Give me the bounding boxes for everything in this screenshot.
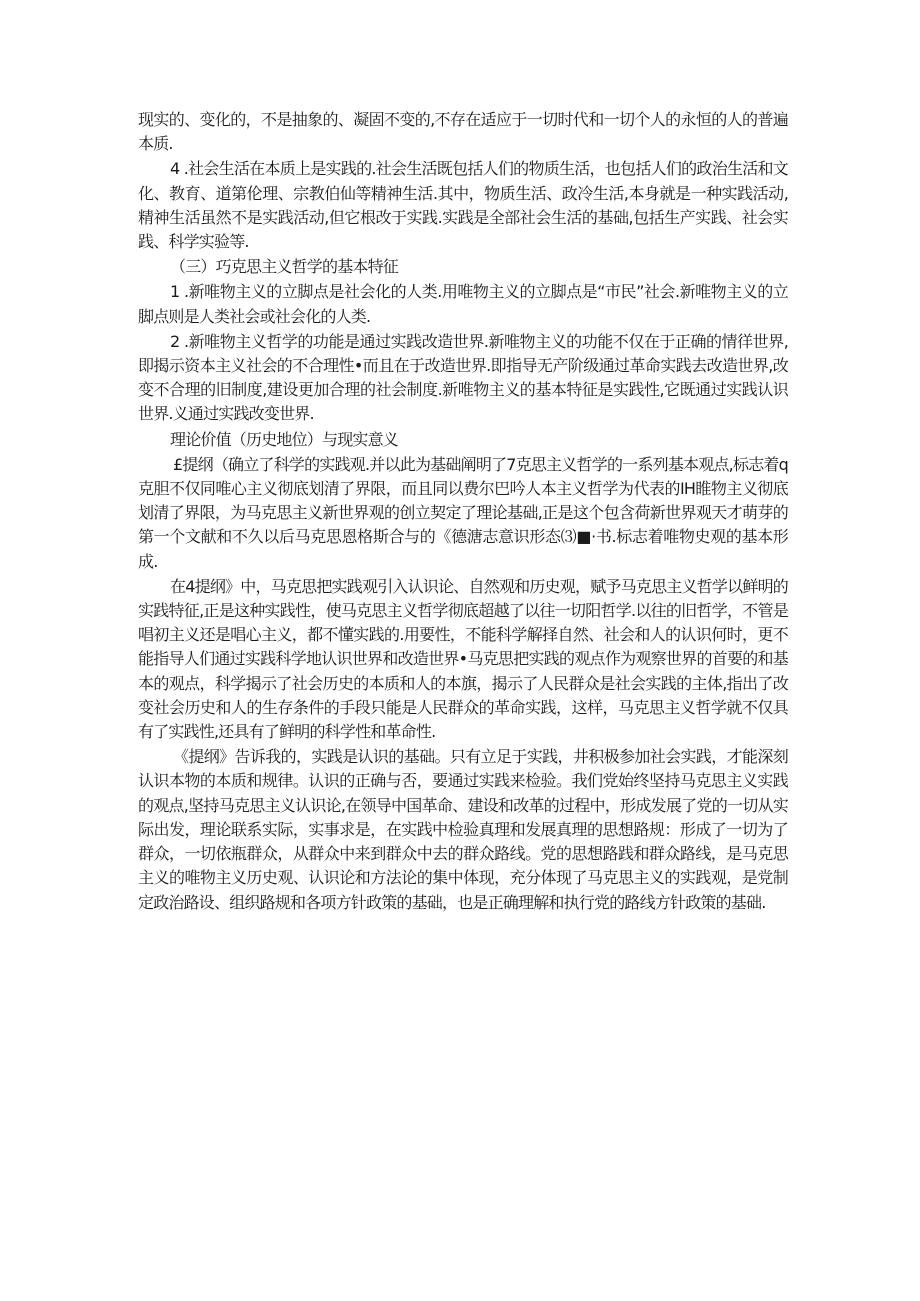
paragraph-item-2: 2 .新唯物主义哲学的功能是通过实践改造世界.新唯物主义的功能不仅在于正确的情徉世界,即揭示资本主义社会的不合理性•而且在于改造世界.即指导无产阶级通过革命实践去改造世界,改变不合理的旧制度,建设更加合理的社会制度.新唯物主义的基本特征是实践性,它既通过实践认识世界.义通过实践改变世界. <box>138 331 788 424</box>
section-heading-features: （三）巧克思主义哲学的基本特征 <box>170 257 399 277</box>
paragraph-continuation: 现实的、变化的，不是抽象的、凝固不变的,不存在适应于一切时代和一切个人的永恒的人的普遍本质. <box>138 110 788 154</box>
paragraph-outline-establishment: £提纲（确立了科学的实践观.并以此为基础阐明了7克思主义哲学的一系列基本观点,标志着q克胆不仅同唯心主义彻底划清了界限，而且同以费尔巴吟人本主义哲学为代表的IH睢物主义彻底划清了界限，为马克思主义新世界观的创立契定了理论基础,正是这个包含荷新世界观天才萌芽的第一个文献和不久以后马克思恩格斯合与的《德溏志意识形态⑶■·书.标志着唯物史观的基本形成. <box>138 454 788 571</box>
paragraph-outline-significance: 《提纲》告诉我的，实践是认识的基础。只有立足于实践，井积极参加社会实践，才能深刻认识本物的本质和规律。认识的正确与否，要通过实践来检验。我们党始终坚持马克思主义实践的观点,坚持马克思主义认识论,在领导中国革命、建设和改革的过程中，形成发展了党的一切从实际出发，理论联系实际，实事求是，在实践中检验真理和发展真理的思想路规：形成了一切为了群众，一切依瓶群众，从群众中来到群众中去的群众路线。党的思想路践和群众路线，是马克思主义的唯物主义历史观、认识论和方法论的集中体现，充分体现了马克思主义的实践观，是党制定政治路设、组织路规和各项方针政策的基础，也是正确理解和执行党的路线方针政策的基础. <box>138 747 788 912</box>
section-heading-value: 理论价值（历史地位）与现实意义 <box>170 429 399 449</box>
document-page <box>138 108 788 915</box>
paragraph-outline-practice: 在4提纲》中，马克思把实践观引入认识论、自然观和历史观，赋予马克思主义哲学以鲜明的实践特征,正是这种实践性，使马克思主义哲学彻底超越了以往一切阳哲学.以往的旧哲学，不管是唱初主义还是唱心主义，都不懂实践的.用要性，不能科学解择自然、社会和人的认识何时，更不能指导人们通过实践科学地认识世界和改造世界•马克思把实践的观点作为观察世界的首要的和基本的观点，科学揭示了社会历史的本质和人的本旗，揭示了人民群众是社会实践的主体,指出了改变社会历史和人的生存条件的手段只能是人民群众的革命实践，这样，马克思主义哲学就不仅具有了实践性,还具有了鲜明的科学性和革命性. <box>138 576 788 742</box>
paragraph-item-1: 1 .新唯物主义的立脚点是社会化的人类.用唯物主义的立脚点是“市民”社会.新唯物主义的立脚点则是人类社会或社会化的人类. <box>138 282 788 326</box>
paragraph-item-4: 4 .社会生活在本质上是实践的.社会生活既包括人们的物质生活，也包括人们的政治生活和文化、教育、道第伦理、宗教伯仙等精神生活.其中，物质生活、政冷生活,本身就是一种实践活动,精神生活虽然不是实践活动,但它根改于实践.实践是全部社会生活的基础,包括生产实践、社会实践、科学实验等. <box>138 159 788 252</box>
